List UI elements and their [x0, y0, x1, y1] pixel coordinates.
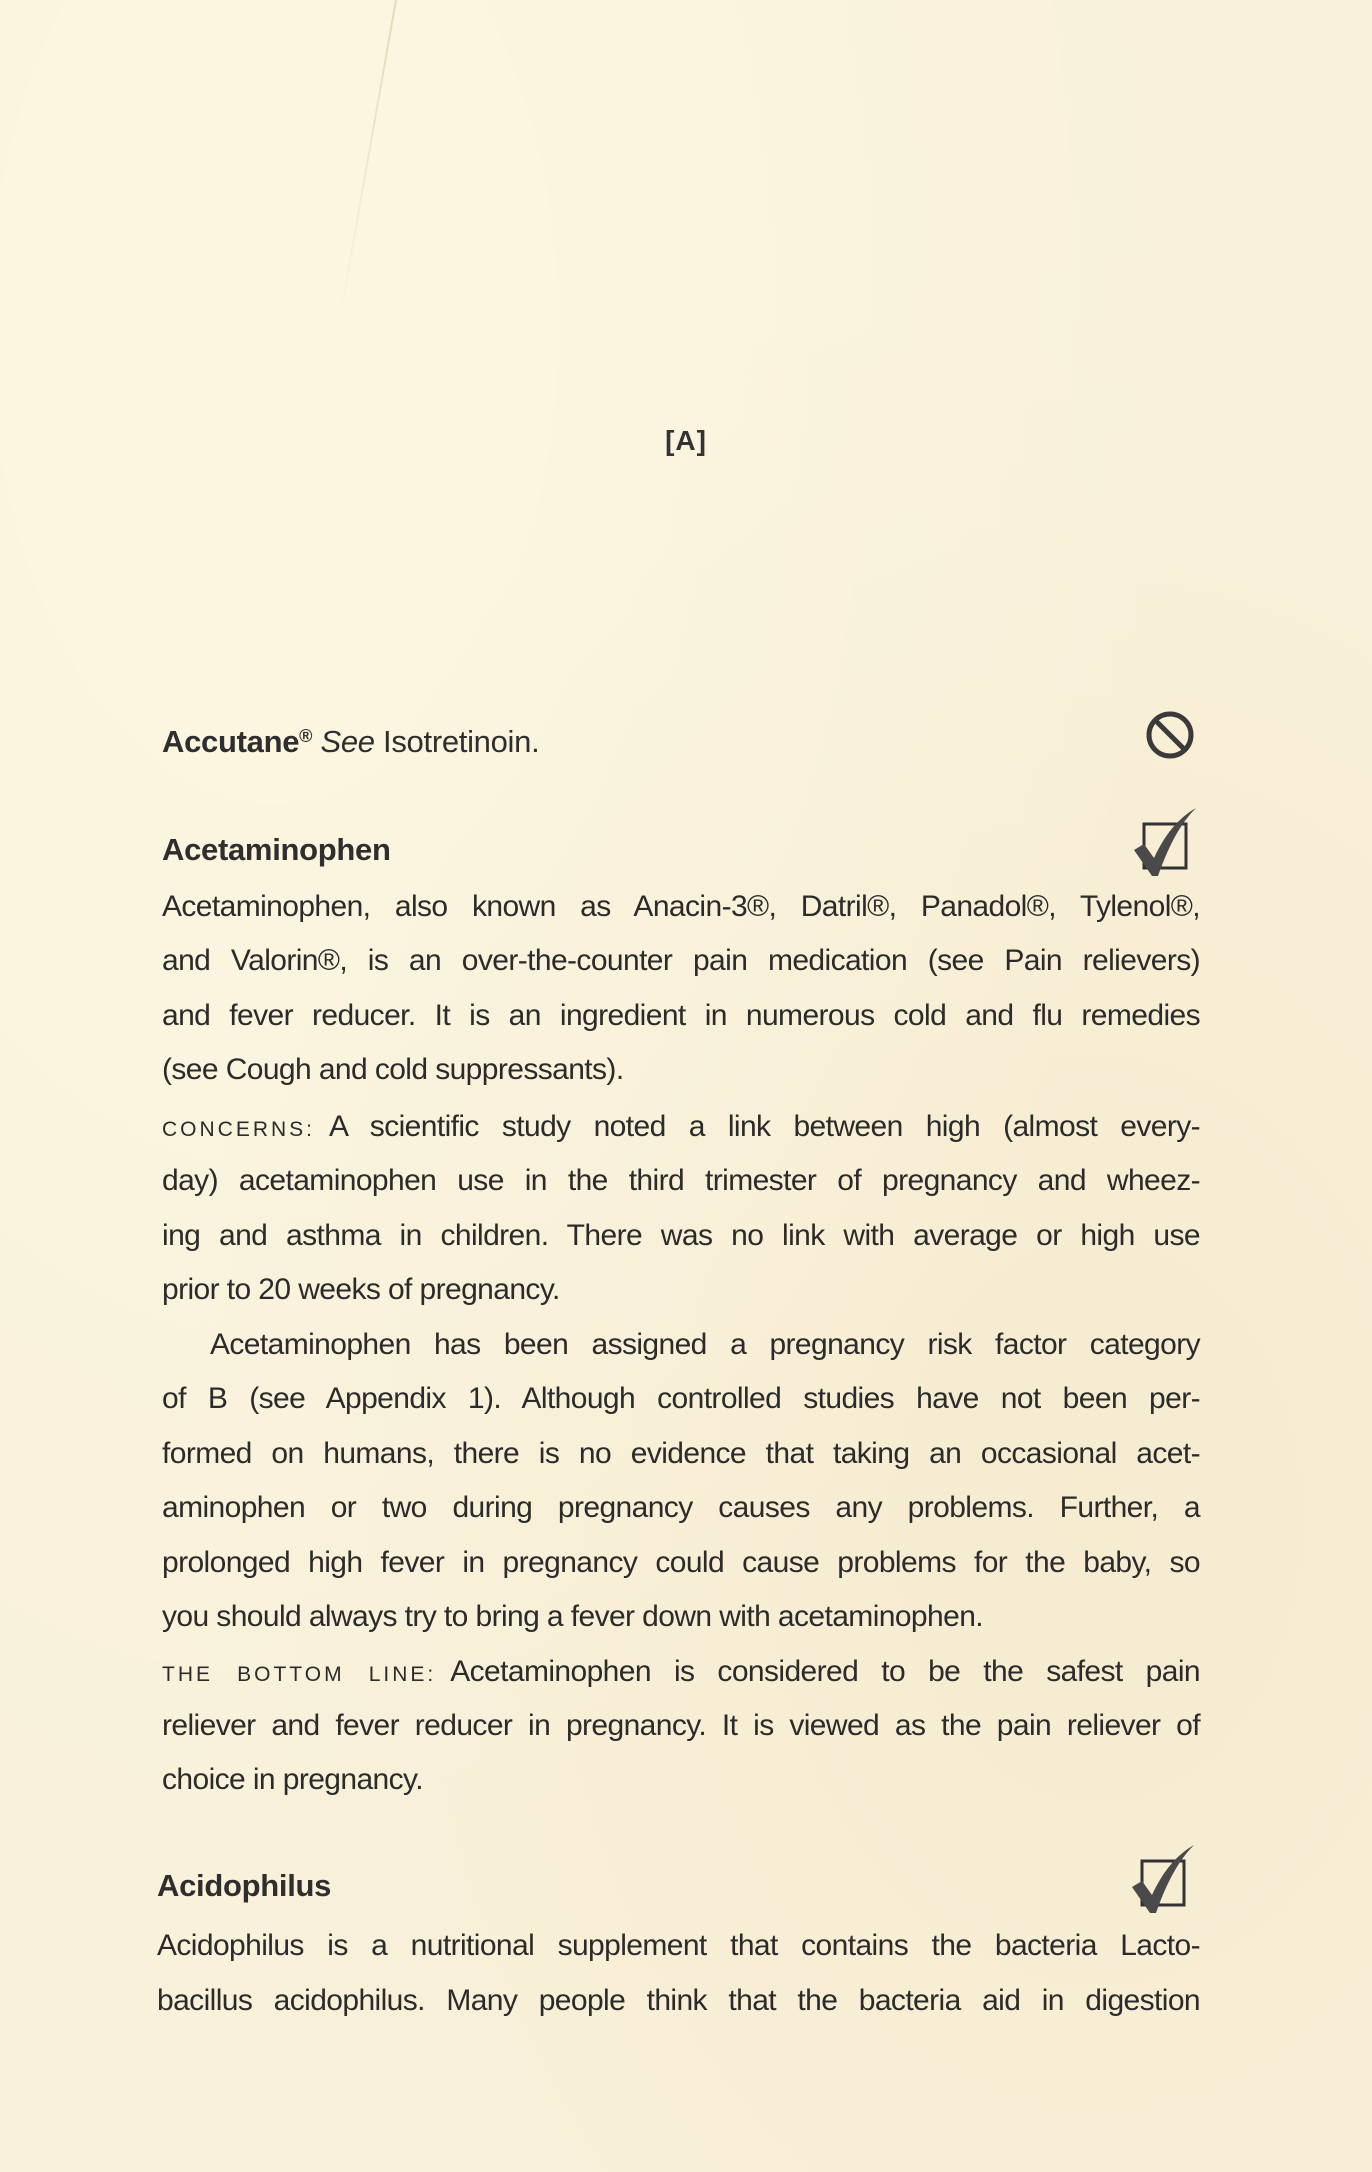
- body-line: bacillus acidophilus. Many people think that the bacteria aid in digestion: [157, 1984, 1200, 2017]
- body-line: Acidophilus is a nutritional supplement that contains the bacteria Lacto-: [157, 1929, 1200, 1962]
- entry-heading-acetaminophen: Acetaminophen: [162, 832, 391, 867]
- bottom-line-text: Acetaminophen is considered to be the safest pain: [450, 1655, 1201, 1688]
- body-line: prior to 20 weeks of pregnancy.: [162, 1273, 560, 1306]
- prohibited-icon: [1144, 709, 1196, 761]
- page-crease: [338, 0, 397, 325]
- entry-term: Accutane: [162, 724, 300, 759]
- body-line: of B (see Appendix 1). Although controlled studies have not been per-: [162, 1382, 1200, 1415]
- body-line: Acetaminophen has been assigned a pregnancy risk factor category: [210, 1328, 1200, 1361]
- body-line: and Valorin®, is an over-the-counter pain medication (see Pain relievers): [162, 944, 1200, 977]
- bottom-line-label: THE BOTTOM LINE:: [162, 1663, 437, 1686]
- body-line: prolonged high fever in pregnancy could cause problems for the baby, so: [162, 1546, 1200, 1579]
- xref-target: Isotretinoin.: [383, 724, 540, 759]
- checkbox-checked-icon: [1128, 1843, 1198, 1915]
- concerns-text: A scientific study noted a link between high (almost every-: [329, 1110, 1200, 1143]
- body-line: reliever and fever reducer in pregnancy. It is viewed as the pain reliever of: [162, 1709, 1200, 1742]
- body-line: ing and asthma in children. There was no link with average or high use: [162, 1219, 1200, 1252]
- body-line: (see Cough and cold suppressants).: [162, 1053, 624, 1086]
- body-line: Acetaminophen, also known as Anacin-3®, Datril®, Panadol®, Tylenol®,: [162, 890, 1200, 923]
- body-line: and fever reducer. It is an ingredient in numerous cold and flu remedies: [162, 999, 1200, 1032]
- registered-mark: ®: [299, 726, 313, 746]
- body-line: formed on humans, there is no evidence that taking an occasional acet-: [162, 1437, 1200, 1470]
- body-line: aminophen or two during pregnancy causes any problems. Further, a: [162, 1491, 1200, 1524]
- entry-heading-acidophilus: Acidophilus: [157, 1868, 332, 1903]
- see-label: See: [320, 724, 375, 759]
- cross-reference: [320, 724, 539, 759]
- checkbox-checked-icon: [1130, 806, 1200, 878]
- concerns-label: CONCERNS:: [162, 1118, 316, 1141]
- concerns-line: [162, 1100, 1200, 1154]
- bottom-line-line: [162, 1645, 1200, 1699]
- body-line: choice in pregnancy.: [162, 1763, 423, 1796]
- entry-heading-accutane: [162, 724, 539, 760]
- body-line: day) acetaminophen use in the third trimester of pregnancy and wheez-: [162, 1164, 1200, 1197]
- body-line: you should always try to bring a fever down with acetaminophen.: [162, 1600, 984, 1633]
- section-letter-heading: [A]: [665, 425, 707, 456]
